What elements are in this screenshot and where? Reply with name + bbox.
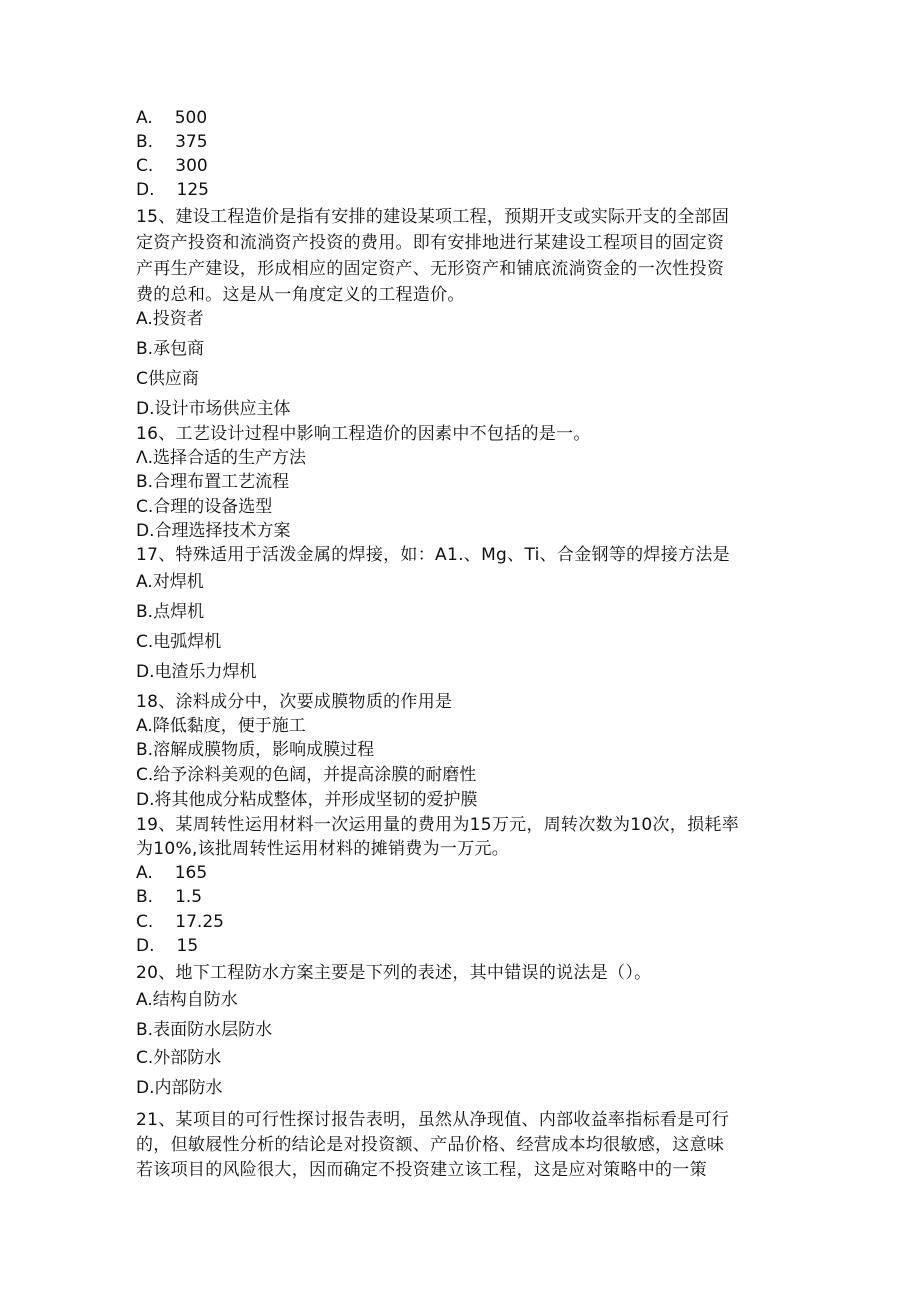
option-letter: C. [136,912,154,932]
question-20-option: C.外部防水 [136,1048,222,1068]
question-17-option: B.点焊机 [136,602,205,622]
option-letter: A. [136,863,153,883]
question-19-option-a [136,861,207,885]
question-15-line: 定资产投资和流淌资产投资的费用。即有安排地进行某建设工程项目的固定资 [136,233,725,253]
option-text: 500 [174,108,208,128]
question-21-line: 的，但敏屐性分析的结论是对投资额、产品价格、经营成本均很敏感，这意味 [136,1135,725,1155]
option-d [136,178,209,202]
option-c [136,154,208,178]
question-19-line: 19、某周转性运用材料一次运用量的费用为15万元，周转次数为10次，损耗率 [136,815,739,835]
question-20-line: 20、地下工程防水方案主要是下列的表述，其中错误的说法是（）。 [136,963,652,983]
question-17-option: D.电渣乐力焊机 [136,662,257,682]
option-letter: B. [136,887,154,907]
option-text: 125 [176,180,209,200]
option-text: 1.5 [175,887,203,907]
question-16-option: B.合理布置工艺流程 [136,472,290,492]
option-text: 375 [175,132,208,152]
question-17-option: A.对焊机 [136,572,204,592]
question-18-option: B.溶解成膜物质，影响成膜过程 [136,740,375,760]
question-15-option: A.投资者 [136,309,204,329]
question-15-option: D.设计市场供应主体 [136,399,291,419]
question-18-option: C.给予涂料美观的色阔，并提高涂膜的耐磨性 [136,765,477,785]
question-21-line: 21、某项目的可行性探讨报告表明，虽然从净现值、内部收益率指标看是可行 [136,1110,730,1130]
question-21-line: 若该项目的风险很大，因而确定不投资建立该工程，这是应对策略中的一策 [136,1160,707,1180]
question-20-option: A.结构自防水 [136,990,238,1010]
question-15-option: C供应商 [136,369,199,389]
question-20-option: D.内部防水 [136,1078,223,1098]
question-18-option: D.将其他成分粘成整体，并形成坚韧的爱护膜 [136,790,478,810]
option-letter: A. [136,108,153,128]
question-18-line: 18、涂料成分中，次要成膜物质的作用是 [136,692,453,712]
question-15-line: 15、建设工程造价是指有安排的建设某项工程，预期开支或实际开支的全部固 [136,207,730,227]
option-letter: D. [136,936,155,956]
question-19-line: 为10%,该批周转性运用材料的摊销费为一万元。 [136,839,510,859]
option-text: 17.25 [175,912,224,932]
question-17-line: 17、特殊适用于活泼金属的焊接，如：A1.、Mg、Ti、合金钢等的焊接方法是 [136,545,730,565]
option-a [136,106,207,130]
question-16-option: D.合理选择技术方案 [136,521,291,541]
question-18-option: A.降低黏度，便于施工 [136,716,306,736]
option-letter: D. [136,180,155,200]
question-16-line: 16、工艺设计过程中影响工程造价的因素中不包括的是一。 [136,424,591,444]
question-17-option: C.电弧焊机 [136,632,222,652]
option-b [136,130,208,154]
question-19-option-b [136,885,202,909]
question-20-option: B.表面防水层防水 [136,1020,273,1040]
question-19-option-c [136,910,224,934]
option-text: 300 [175,156,208,176]
option-letter: C. [136,156,154,176]
question-16-option: Λ.选择合适的生产方法 [136,448,307,468]
option-letter: B. [136,132,154,152]
question-19-option-d [136,934,198,958]
question-15-line: 费的总和。这是从一角度定义的工程造价。 [136,285,465,305]
option-text: 15 [176,936,199,956]
question-15-option: B.承包商 [136,339,205,359]
question-16-option: C.合理的设备选型 [136,497,273,517]
question-15-line: 产再生产建设，形成相应的固定资产、无形资产和铺底流淌资金的一次性投资 [136,259,725,279]
option-text: 165 [174,863,208,883]
